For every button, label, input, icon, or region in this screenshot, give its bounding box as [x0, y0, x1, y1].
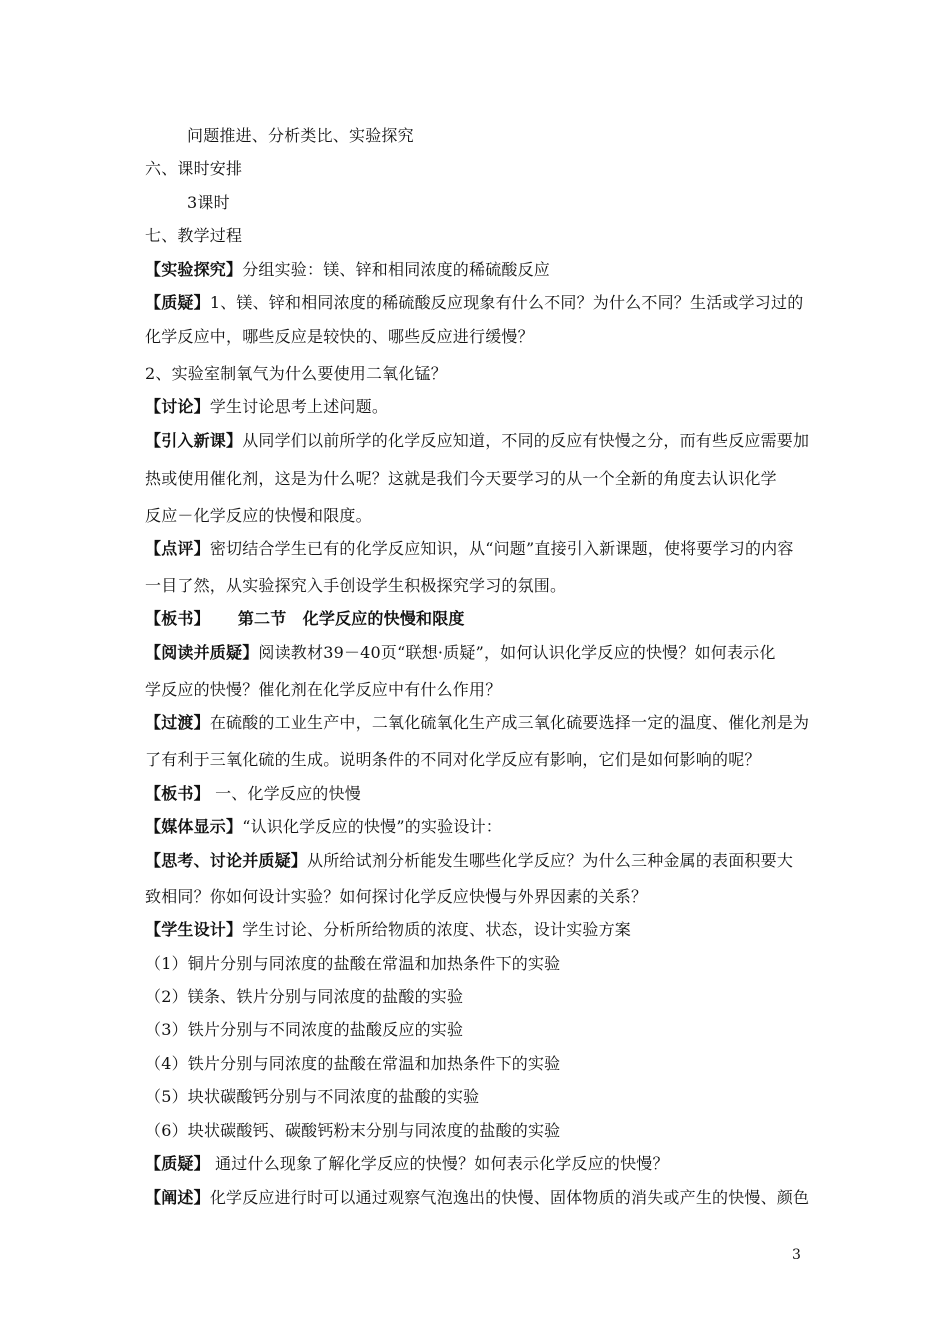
paragraph-tag: 【过渡】: [145, 713, 210, 732]
paragraph-text: 了有利于三氧化硫的生成。说明条件的不同对化学反应有影响，它们是如何影响的呢？: [145, 750, 761, 769]
paragraph-line: [145, 920, 815, 940]
paragraph-line: [145, 750, 815, 770]
paragraph-line: [145, 327, 815, 347]
paragraph-line: [145, 364, 815, 384]
paragraph-text: 学生讨论、分析所给物质的浓度、状态，设计实验方案: [242, 920, 632, 939]
paragraph-line: [145, 1154, 815, 1174]
paragraph-text: “认识化学反应的快慢”的实验设计：: [242, 817, 502, 836]
paragraph-text: 从所给试剂分析能发生哪些化学反应？为什么三种金属的表面积要大: [307, 851, 794, 870]
paragraph-text: 1、镁、锌和相同浓度的稀硫酸反应现象有什么不同？为什么不同？生活或学习过的: [209, 293, 804, 312]
paragraph-line: [145, 713, 815, 733]
paragraph-text: 一、化学反应的快慢: [215, 784, 361, 803]
section-heading-schedule: 六、课时安排: [145, 159, 243, 178]
paragraph-line: [145, 643, 815, 663]
paragraph-tag: 【实验探究】: [145, 260, 243, 279]
paragraph-line: [145, 817, 815, 837]
paragraph-tag: 【学生设计】: [145, 920, 243, 939]
list-item: （6）块状碳酸钙、碳酸钙粉末分别与同浓度的盐酸的实验: [145, 1121, 561, 1140]
paragraph-line: [145, 397, 815, 417]
paragraph-tag: 【媒体显示】: [145, 817, 243, 836]
paragraph-text: 化学反应中，哪些反应是较快的、哪些反应进行缓慢？: [145, 327, 534, 346]
paragraph-line: [145, 1188, 815, 1208]
paragraph-text: 密切结合学生已有的化学反应知识，从“问题”直接引入新课题，使将要学习的内容: [209, 539, 794, 558]
page-number: 3: [792, 1247, 801, 1263]
paragraph-tag: 【板书】: [145, 609, 210, 628]
paragraph-line: [145, 851, 815, 871]
paragraph-line: [145, 539, 815, 559]
paragraph-text: 反应－化学反应的快慢和限度。: [145, 506, 372, 525]
list-item: （2）镁条、铁片分别与同浓度的盐酸的实验: [145, 987, 464, 1006]
list-item: （4）铁片分别与同浓度的盐酸在常温和加热条件下的实验: [145, 1054, 561, 1073]
list-item: （3）铁片分别与不同浓度的盐酸反应的实验: [145, 1020, 464, 1039]
paragraph-text: 2、实验室制氧气为什么要使用二氧化锰？: [145, 364, 447, 383]
list-item: （5）块状碳酸钙分别与不同浓度的盐酸的实验: [145, 1087, 480, 1106]
paragraph-text: 阅读教材39－40页“联想·质疑”，如何认识化学反应的快慢？如何表示化: [258, 643, 776, 662]
section-heading-process: 七、教学过程: [145, 226, 243, 245]
paragraph-tag: 【引入新课】: [145, 431, 243, 450]
paragraph-text: 学生讨论思考上述问题。: [209, 397, 389, 416]
paragraph-tag: 【阐述】: [145, 1188, 210, 1207]
paragraph-text: 热或使用催化剂，这是为什么呢？这就是我们今天要学习的从一个全新的角度去认识化学: [145, 469, 777, 488]
paragraph-line: [145, 576, 815, 596]
paragraph-tag: 【思考、讨论并质疑】: [145, 851, 308, 870]
board-heading-line: [145, 609, 815, 629]
paragraph-line: [145, 469, 815, 489]
paragraph-tag: 【点评】: [145, 539, 210, 558]
paragraph-text: 在硫酸的工业生产中，二氧化硫氧化生产成三氧化硫要选择一定的温度、催化剂是为: [209, 713, 810, 732]
paragraph-line: [145, 784, 815, 804]
class-hours-line: 3课时: [187, 193, 230, 212]
list-item: （1）铜片分别与同浓度的盐酸在常温和加热条件下的实验: [145, 954, 561, 973]
paragraph-line: [145, 293, 815, 313]
board-heading-text: 第二节 化学反应的快慢和限度: [237, 609, 465, 628]
paragraph-text: 分组实验：镁、锌和相同浓度的稀硫酸反应: [242, 260, 551, 279]
paragraph-text: 通过什么现象了解化学反应的快慢？如何表示化学反应的快慢？: [215, 1154, 669, 1173]
paragraph-text: 从同学们以前所学的化学反应知道，不同的反应有快慢之分，而有些反应需要加: [242, 431, 810, 450]
paragraph-line: [145, 887, 815, 907]
paragraph-tag: 【质疑】: [145, 293, 210, 312]
paragraph-line: [145, 506, 815, 526]
paragraph-tag: 【板书】: [145, 784, 210, 803]
paragraph-line: [145, 680, 815, 700]
paragraph-text: 一目了然，从实验探究入手创设学生积极探究学习的氛围。: [145, 576, 567, 595]
teaching-methods-line: 问题推进、分析类比、实验探究: [187, 126, 414, 145]
paragraph-tag: 【讨论】: [145, 397, 210, 416]
paragraph-text: 化学反应进行时可以通过观察气泡逸出的快慢、固体物质的消失或产生的快慢、颜色: [209, 1188, 810, 1207]
paragraph-tag: 【阅读并质疑】: [145, 643, 259, 662]
paragraph-text: 致相同？你如何设计实验？如何探讨化学反应快慢与外界因素的关系？: [145, 887, 648, 906]
paragraph-line: [145, 431, 815, 451]
paragraph-text: 学反应的快慢？催化剂在化学反应中有什么作用？: [145, 680, 502, 699]
paragraph-tag: 【质疑】: [145, 1154, 210, 1173]
paragraph-line: [145, 260, 815, 280]
